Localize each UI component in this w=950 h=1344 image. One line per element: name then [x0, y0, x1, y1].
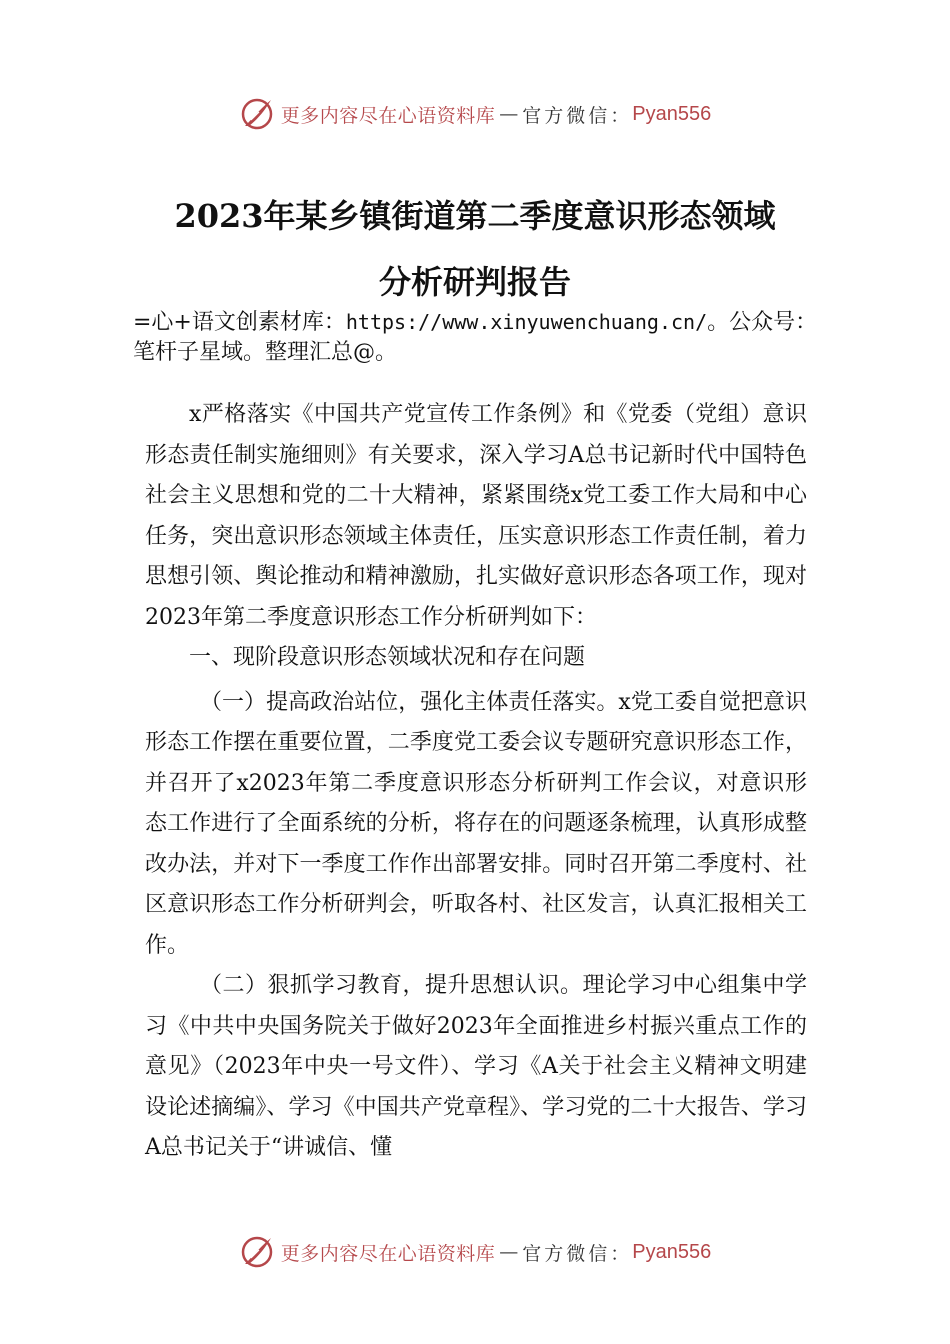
paragraph-intro: x严格落实《中国共产党宣传工作条例》和《党委（党组）意识形态责任制实施细则》有关要求，深入学习A总书记新时代中国特色社会主义思想和党的二十大精神，紧紧围绕x党工委工作大局和中心任务，突出意识形态领域主体责任，压实意识形态工作责任制，着力思想引领、舆论推动和精神激励，扎实做好意识形态各项工作，现对2023年第二季度意识形态工作分析研判如下：	[145, 402, 807, 630]
source-url: https://www.xinyuwenchuang.cn/	[345, 310, 708, 334]
watermark-wechat-id: Pyan556	[632, 1240, 712, 1263]
watermark-separator: —	[499, 1241, 519, 1263]
document-title-line2: 分析研判报告	[378, 263, 571, 301]
document-title-line1: 2023年某乡镇街道第二季度意识形态领域	[174, 197, 776, 235]
section-heading: 一、现阶段意识形态领域状况和存在问题	[189, 645, 586, 670]
watermark-label: 官方微信：	[522, 104, 633, 127]
source-prefix: =心+语文创素材库：	[133, 310, 346, 335]
quill-logo-icon	[239, 1234, 275, 1270]
source-note	[133, 307, 833, 368]
watermark-wechat-id: Pyan556	[632, 102, 712, 125]
watermark-label: 官方微信：	[522, 1242, 633, 1265]
source-suffix: 。公众号：笔杆子星域。整理汇总@。	[133, 310, 818, 365]
watermark-text: 更多内容尽在心语资料库	[280, 104, 496, 127]
quill-logo-icon	[239, 96, 275, 132]
footer-watermark	[0, 1232, 950, 1272]
paragraph-item-1: （一）提高政治站位，强化主体责任落实。x党工委自觉把意识形态工作摆在重要位置，二季度党工委会议专题研究意识形态工作，并召开了x2023年第二季度意识形态分析研判工作会议，对意识形态工作进行了全面系统的分析，将存在的问题逐条梳理，认真形成整改办法，并对下一季度工作作出部署安排。同时召开第二季度村、社区意识形态工作分析研判会，听取各村、社区发言，认真汇报相关工作。	[145, 689, 807, 958]
watermark-separator: —	[499, 103, 519, 125]
paragraph-item-2: （二）狠抓学习教育，提升思想认识。理论学习中心组集中学习《中共中央国务院关于做好2023年全面推进乡村振兴重点工作的意见》（2023年中央一号文件）、学习《A关于社会主义精神文明建设论述摘编》、学习《中国共产党章程》、学习党的二十大报告、学习A总书记关于“讲诚信、懂	[145, 973, 807, 1160]
watermark-text: 更多内容尽在心语资料库	[280, 1242, 496, 1265]
document-body	[145, 395, 807, 1169]
header-watermark	[0, 94, 950, 134]
